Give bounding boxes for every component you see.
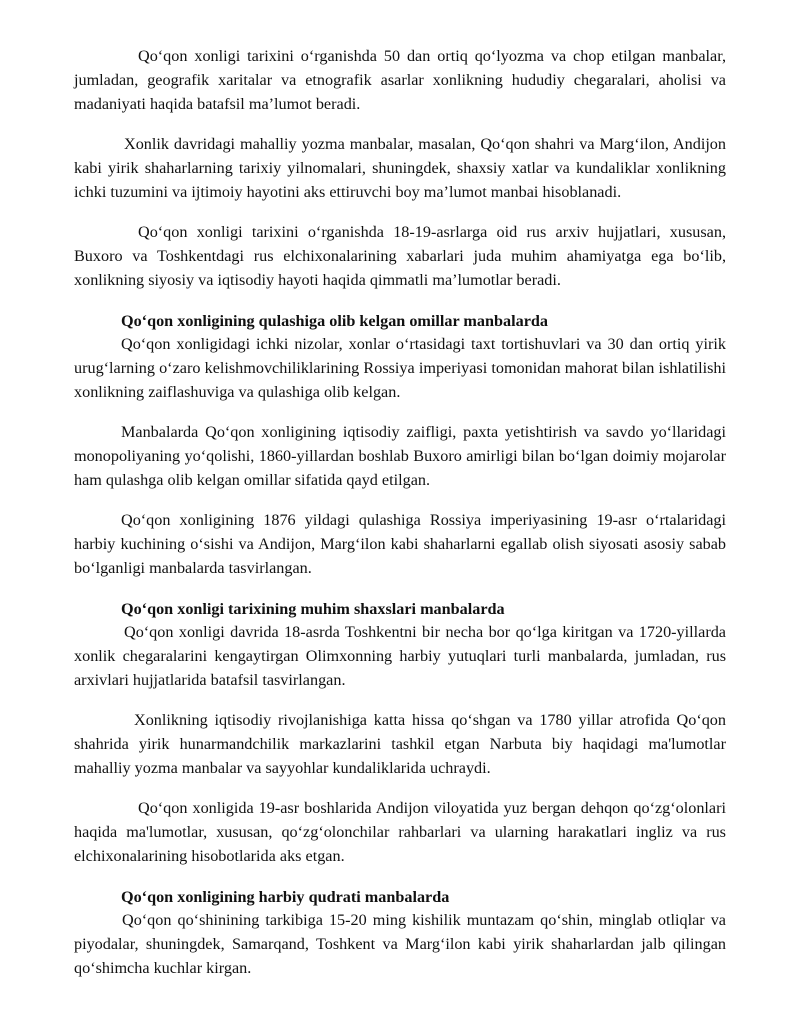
paragraph: Qo‘qon xonligi tarixini o‘rganishda 50 dan ortiq qo‘lyozma va chop etilgan manbalar, jumladan, geografik xaritalar va etnografik asarlar xonlikning hududiy chegaralari, aholisi va madaniyati haqida batafsil ma’lumot beradi.: [74, 47, 726, 113]
section-heading: Qo‘qon xonligining qulashiga olib kelgan omillar manbalarda: [121, 312, 548, 330]
paragraph: Qo‘qon xonligi tarixini o‘rganishda 18-19-asrlarga oid rus arxiv hujjatlari, xususan, Buxoro va Toshkentdagi rus elchixonalarining xabarlari juda muhim ahamiyatga ega bo‘lib, xonlikning siyosiy va iqtisodiy hayoti haqida qimmatli ma’lumotlar beradi.: [74, 223, 726, 289]
section-heading: Qo‘qon xonligi tarixining muhim shaxslari manbalarda: [121, 600, 505, 618]
paragraph: Xonlik davridagi mahalliy yozma manbalar, masalan, Qo‘qon shahri va Marg‘ilon, Andijon kabi yirik shaharlarning tarixiy yilnomalari, shuningdek, shaxsiy xatlar va kundaliklar xonlikning ichki tuzumini va ijtimoiy hayotini aks ettiruvchi boy ma’lumot manbai hisoblanadi.: [74, 135, 726, 201]
paragraph: Qo‘qon xonligining 1876 yildagi qulashiga Rossiya imperiyasining 19-asr o‘rtalaridagi harbiy kuchining o‘sishi va Andijon, Marg‘ilon kabi shaharlarni egallab olish siyosati asosiy sabab bo‘lganligi manbalarda tasvirlangan.: [74, 511, 726, 577]
paragraph: Qo‘qon xonligi davrida 18-asrda Toshkentni bir necha bor qo‘lga kiritgan va 1720-yillarda xonlik chegaralarini kengaytirgan Olimxonning harbiy yutuqlari turli manbalarda, jumladan, rus arxivlari hujjatlarida batafsil tasvirlangan.: [74, 623, 726, 689]
paragraph: Manbalarda Qo‘qon xonligining iqtisodiy zaifligi, paxta yetishtirish va savdo yo‘llaridagi monopoliyaning yo‘qolishi, 1860-yillardan boshlab Buxoro amirligi bilan bo‘lgan doimiy mojarolar ham qulashga olib kelgan omillar sifatida qayd etilgan.: [74, 423, 726, 489]
document-page: [74, 44, 726, 980]
paragraph: Xonlikning iqtisodiy rivojlanishiga katta hissa qo‘shgan va 1780 yillar atrofida Qo‘qon shahrida yirik hunarmandchilik markazlarini tashkil etgan Narbuta biy haqidagi ma'lumotlar mahalliy yozma manbalar va sayyohlar kundaliklarida uchraydi.: [74, 711, 726, 777]
paragraph: Qo‘qon xonligidagi ichki nizolar, xonlar o‘rtasidagi taxt tortishuvlari va 30 dan ortiq yirik urug‘larning o‘zaro kelishmovchiliklarining Rossiya imperiyasi tomonidan mahorat bilan ishlatilishi xonlikning zaiflashuviga va qulashiga olib kelgan.: [74, 335, 726, 401]
section-heading: Qo‘qon xonligining harbiy qudrati manbalarda: [121, 888, 450, 906]
paragraph: Qo‘qon xonligida 19-asr boshlarida Andijon viloyatida yuz bergan dehqon qo‘zg‘olonlari haqida ma'lumotlar, xususan, qo‘zg‘olonchilar rahbarlari va ularning harakatlari ingliz va rus elchixonalarining hisobotlarida aks etgan.: [74, 799, 726, 865]
paragraph: Qo‘qon qo‘shinining tarkibiga 15-20 ming kishilik muntazam qo‘shin, minglab otliqlar va piyodalar, shuningdek, Samarqand, Toshkent va Marg‘ilon kabi yirik shaharlardan jalb qilingan qo‘shimcha kuchlar kirgan.: [74, 911, 726, 977]
